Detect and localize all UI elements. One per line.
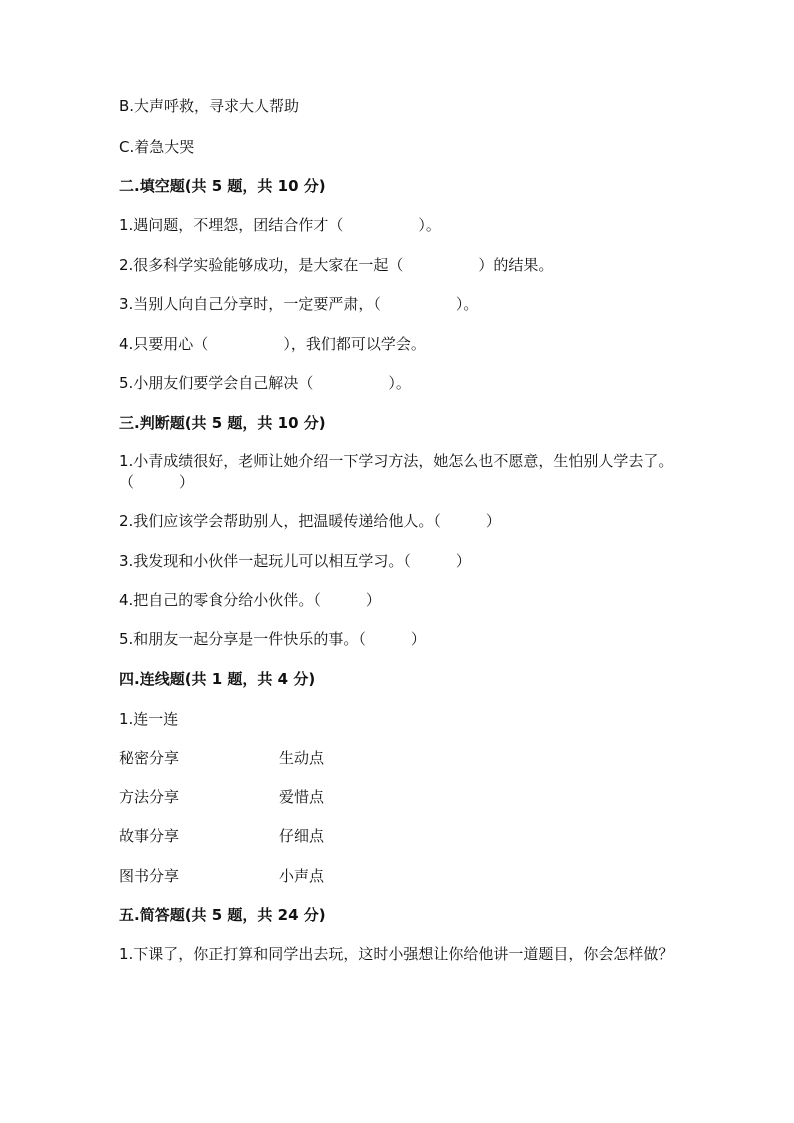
choice-option-c: C.着急大哭 bbox=[119, 138, 195, 156]
section-heading-judge: 三.判断题(共 5 题，共 10 分) bbox=[119, 414, 326, 432]
fill-question-5: 5.小朋友们要学会自己解决（ ）。 bbox=[119, 374, 411, 392]
judge-question-4: 4.把自己的零食分给小伙伴。（ ） bbox=[119, 591, 381, 609]
fill-question-1: 1.遇问题，不埋怨，团结合作才（ ）。 bbox=[119, 216, 441, 234]
match-right-item: 爱惜点 bbox=[279, 788, 325, 806]
section-heading-match: 四.连线题(共 1 题，共 4 分) bbox=[119, 670, 316, 688]
match-right-item: 小声点 bbox=[279, 867, 325, 885]
match-left-item: 故事分享 bbox=[119, 827, 180, 845]
match-right-item: 仔细点 bbox=[279, 827, 325, 845]
match-left-item: 秘密分享 bbox=[119, 749, 180, 767]
fill-question-4: 4.只要用心（ ），我们都可以学会。 bbox=[119, 335, 426, 353]
judge-question-3: 3.我发现和小伙伴一起玩儿可以相互学习。（ ） bbox=[119, 552, 471, 570]
match-left-item: 方法分享 bbox=[119, 788, 180, 806]
match-question-1: 1.连一连 bbox=[119, 710, 179, 728]
match-left-item: 图书分享 bbox=[119, 867, 180, 885]
match-right-item: 生动点 bbox=[279, 749, 325, 767]
judge-question-5: 5.和朋友一起分享是一件快乐的事。（ ） bbox=[119, 630, 426, 648]
fill-question-2: 2.很多科学实验能够成功，是大家在一起（ ）的结果。 bbox=[119, 256, 554, 274]
judge-question-2: 2.我们应该学会帮助别人，把温暖传递给他人。（ ） bbox=[119, 512, 501, 530]
section-heading-short: 五.简答题(共 5 题，共 24 分) bbox=[119, 906, 326, 924]
judge-question-1: 1.小青成绩很好，老师让她介绍一下学习方法，她怎么也不愿意，生怕别人学去了。（ ） bbox=[119, 452, 674, 491]
choice-option-b: B.大声呼救，寻求大人帮助 bbox=[119, 97, 300, 115]
section-heading-fill: 二.填空题(共 5 题，共 10 分) bbox=[119, 177, 326, 195]
fill-question-3: 3.当别人向自己分享时，一定要严肃，（ ）。 bbox=[119, 295, 479, 313]
short-question-1: 1.下课了，你正打算和同学出去玩，这时小强想让你给他讲一道题目，你会怎样做？ bbox=[119, 945, 674, 963]
